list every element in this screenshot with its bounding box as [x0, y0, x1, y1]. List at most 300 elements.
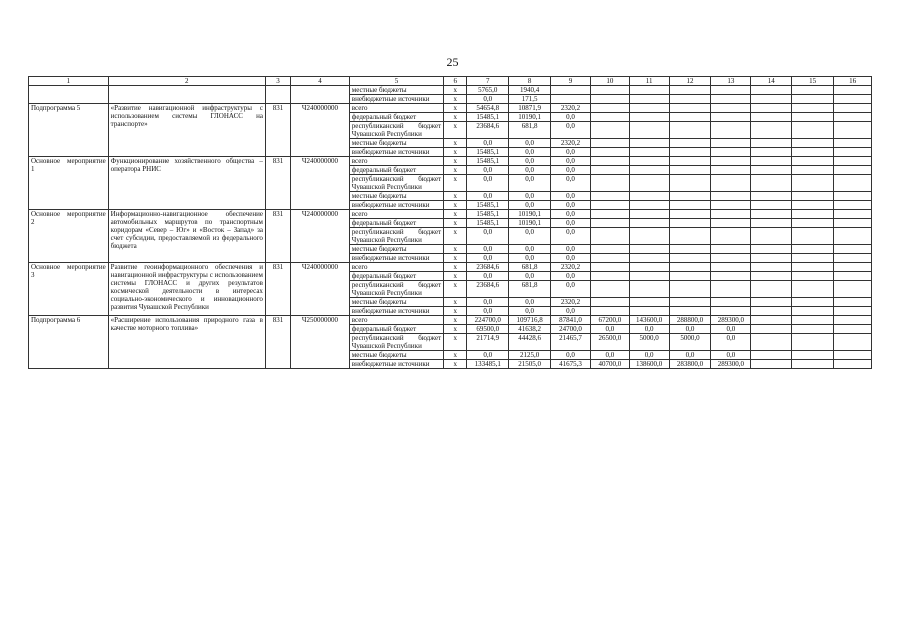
table-row	[29, 104, 872, 113]
value-cell	[751, 334, 792, 351]
value-cell	[792, 281, 834, 298]
value-cell	[751, 113, 792, 122]
value-cell: 21465,7	[551, 334, 591, 351]
row-title-cell	[108, 86, 265, 104]
value-cell	[834, 360, 872, 369]
funding-source-cell: республиканский бюджет Чувашской Республики	[349, 281, 443, 298]
value-cell: 0,0	[509, 192, 551, 201]
value-cell	[711, 148, 751, 157]
value-cell	[834, 245, 872, 254]
row-title-cell: Информационно-навигационное обеспечение автомобильных маршрутов по транспортным коридорам «Север – Юг» и «Восток – Запад» за счет субсидии, предоставляемой из федерального бюджета	[108, 210, 265, 263]
x-marker-cell: x	[444, 148, 467, 157]
value-cell	[834, 263, 872, 272]
value-cell: 0,0	[551, 281, 591, 298]
value-cell	[751, 210, 792, 219]
x-marker-cell: x	[444, 228, 467, 245]
table-row	[29, 316, 872, 325]
value-cell: 2320,2	[551, 298, 591, 307]
value-cell: 40700,0	[590, 360, 629, 369]
value-cell	[711, 219, 751, 228]
table-row	[29, 210, 872, 219]
funding-source-cell: внебюджетные источники	[349, 254, 443, 263]
value-cell: 0,0	[509, 157, 551, 166]
column-header: 10	[590, 77, 629, 86]
value-cell	[834, 210, 872, 219]
value-cell: 87841,0	[551, 316, 591, 325]
value-cell: 0,0	[509, 148, 551, 157]
column-header: 3	[265, 77, 290, 86]
value-cell: 23684,6	[467, 263, 509, 272]
value-cell: 2320,2	[551, 139, 591, 148]
value-cell	[751, 192, 792, 201]
value-cell: 0,0	[711, 351, 751, 360]
value-cell: 0,0	[669, 351, 711, 360]
value-cell	[669, 122, 711, 139]
value-cell	[711, 263, 751, 272]
row-title-cell: Развитие геоинформационного обеспечения и навигационной инфраструктуры с использованием системы ГЛОНАСС и других результатов космической деятельности в интересах социально-экономического и инновационного развития Чувашской Республики	[108, 263, 265, 316]
value-cell	[751, 201, 792, 210]
funding-source-cell: республиканский бюджет Чувашской Республики	[349, 228, 443, 245]
value-cell	[590, 263, 629, 272]
value-cell	[751, 316, 792, 325]
value-cell	[751, 166, 792, 175]
value-cell	[711, 298, 751, 307]
page-number: 25	[446, 55, 459, 69]
column-header: 5	[349, 77, 443, 86]
value-cell: 109716,8	[509, 316, 551, 325]
x-marker-cell: x	[444, 175, 467, 192]
x-marker-cell: x	[444, 113, 467, 122]
value-cell	[751, 298, 792, 307]
value-cell	[711, 113, 751, 122]
grbs-code-cell	[265, 86, 290, 104]
value-cell	[551, 95, 591, 104]
value-cell: 681,8	[509, 122, 551, 139]
x-marker-cell: x	[444, 325, 467, 334]
x-marker-cell: x	[444, 360, 467, 369]
value-cell: 23684,6	[467, 281, 509, 298]
value-cell: 0,0	[509, 254, 551, 263]
value-cell: 10190,1	[509, 219, 551, 228]
value-cell: 0,0	[467, 245, 509, 254]
value-cell	[590, 210, 629, 219]
value-cell: 0,0	[509, 307, 551, 316]
value-cell: 0,0	[551, 307, 591, 316]
x-marker-cell: x	[444, 334, 467, 351]
value-cell	[629, 201, 669, 210]
value-cell	[834, 175, 872, 192]
column-header: 12	[669, 77, 711, 86]
value-cell	[751, 351, 792, 360]
x-marker-cell: x	[444, 166, 467, 175]
value-cell: 0,0	[509, 228, 551, 245]
value-cell: 0,0	[551, 192, 591, 201]
value-cell	[792, 360, 834, 369]
x-marker-cell: x	[444, 245, 467, 254]
value-cell: 289300,0	[711, 316, 751, 325]
value-cell: 0,0	[509, 272, 551, 281]
row-title-cell: «Расширение использования природного газа в качестве моторного топлива»	[108, 316, 265, 369]
x-marker-cell: x	[444, 316, 467, 325]
funding-source-cell: внебюджетные источники	[349, 201, 443, 210]
value-cell: 15485,1	[467, 157, 509, 166]
column-header: 9	[551, 77, 591, 86]
value-cell	[629, 263, 669, 272]
funding-source-cell: местные бюджеты	[349, 139, 443, 148]
value-cell	[669, 95, 711, 104]
value-cell: 41675,3	[551, 360, 591, 369]
x-marker-cell: x	[444, 281, 467, 298]
value-cell: 283800,0	[669, 360, 711, 369]
value-cell: 143600,0	[629, 316, 669, 325]
value-cell	[629, 272, 669, 281]
value-cell	[711, 166, 751, 175]
budget-table	[28, 76, 872, 369]
value-cell: 0,0	[467, 139, 509, 148]
x-marker-cell: x	[444, 351, 467, 360]
x-marker-cell: x	[444, 219, 467, 228]
value-cell	[834, 351, 872, 360]
value-cell	[669, 201, 711, 210]
value-cell	[792, 245, 834, 254]
value-cell	[629, 219, 669, 228]
value-cell: 5000,0	[629, 334, 669, 351]
value-cell	[590, 157, 629, 166]
value-cell	[590, 298, 629, 307]
value-cell	[834, 157, 872, 166]
value-cell	[792, 219, 834, 228]
value-cell	[590, 113, 629, 122]
value-cell	[551, 86, 591, 95]
x-marker-cell: x	[444, 104, 467, 113]
value-cell	[590, 245, 629, 254]
value-cell: 0,0	[467, 166, 509, 175]
value-cell	[834, 298, 872, 307]
value-cell	[711, 201, 751, 210]
row-title-cell: Функционирование хозяйственного общества – оператора РНИС	[108, 157, 265, 210]
x-marker-cell: x	[444, 298, 467, 307]
value-cell	[590, 175, 629, 192]
value-cell	[834, 254, 872, 263]
x-marker-cell: x	[444, 201, 467, 210]
value-cell	[629, 281, 669, 298]
row-title-cell: «Развитие навигационной инфраструктуры с использованием системы ГЛОНАСС на транспорте»	[108, 104, 265, 157]
value-cell: 41638,2	[509, 325, 551, 334]
value-cell	[669, 254, 711, 263]
value-cell: 44428,6	[509, 334, 551, 351]
value-cell: 2125,0	[509, 351, 551, 360]
value-cell	[751, 360, 792, 369]
value-cell	[711, 157, 751, 166]
value-cell: 133485,1	[467, 360, 509, 369]
value-cell	[792, 325, 834, 334]
value-cell	[590, 86, 629, 95]
value-cell	[792, 210, 834, 219]
value-cell	[792, 254, 834, 263]
funding-source-cell: всего	[349, 157, 443, 166]
csr-code-cell: Ч240000000	[291, 157, 350, 210]
column-header: 7	[467, 77, 509, 86]
value-cell	[834, 281, 872, 298]
value-cell	[711, 192, 751, 201]
x-marker-cell: x	[444, 86, 467, 95]
value-cell: 54654,8	[467, 104, 509, 113]
value-cell	[792, 334, 834, 351]
value-cell	[629, 175, 669, 192]
value-cell	[590, 139, 629, 148]
value-cell	[629, 210, 669, 219]
value-cell	[669, 272, 711, 281]
value-cell	[792, 192, 834, 201]
value-cell	[834, 122, 872, 139]
value-cell	[751, 95, 792, 104]
grbs-code-cell: 831	[265, 210, 290, 263]
value-cell	[751, 104, 792, 113]
csr-code-cell: Ч240000000	[291, 104, 350, 157]
value-cell	[711, 122, 751, 139]
value-cell	[792, 157, 834, 166]
csr-code-cell	[291, 86, 350, 104]
value-cell	[590, 104, 629, 113]
column-header: 16	[834, 77, 872, 86]
value-cell	[792, 351, 834, 360]
funding-source-cell: внебюджетные источники	[349, 95, 443, 104]
value-cell: 138600,0	[629, 360, 669, 369]
value-cell	[629, 104, 669, 113]
value-cell	[669, 192, 711, 201]
funding-source-cell: федеральный бюджет	[349, 113, 443, 122]
value-cell	[792, 113, 834, 122]
funding-source-cell: всего	[349, 210, 443, 219]
value-cell	[629, 166, 669, 175]
value-cell: 0,0	[551, 254, 591, 263]
row-type-cell: Основное мероприятие 3	[29, 263, 109, 316]
value-cell	[834, 139, 872, 148]
value-cell	[792, 122, 834, 139]
value-cell: 15485,1	[467, 210, 509, 219]
x-marker-cell: x	[444, 122, 467, 139]
value-cell	[751, 325, 792, 334]
value-cell: 0,0	[467, 95, 509, 104]
x-marker-cell: x	[444, 272, 467, 281]
value-cell	[751, 148, 792, 157]
column-header: 13	[711, 77, 751, 86]
row-type-cell	[29, 86, 109, 104]
value-cell	[629, 192, 669, 201]
x-marker-cell: x	[444, 210, 467, 219]
value-cell: 67200,0	[590, 316, 629, 325]
value-cell	[751, 122, 792, 139]
value-cell: 0,0	[467, 192, 509, 201]
value-cell	[629, 254, 669, 263]
value-cell: 21505,0	[509, 360, 551, 369]
value-cell	[590, 201, 629, 210]
table-header-row	[29, 77, 872, 86]
value-cell: 0,0	[551, 210, 591, 219]
value-cell: 5000,0	[669, 334, 711, 351]
value-cell	[792, 104, 834, 113]
value-cell	[669, 307, 711, 316]
value-cell: 15485,1	[467, 201, 509, 210]
value-cell	[669, 104, 711, 113]
value-cell	[711, 175, 751, 192]
funding-source-cell: местные бюджеты	[349, 192, 443, 201]
x-marker-cell: x	[444, 307, 467, 316]
value-cell: 10190,1	[509, 113, 551, 122]
value-cell: 0,0	[509, 166, 551, 175]
funding-source-cell: внебюджетные источники	[349, 360, 443, 369]
value-cell: 0,0	[509, 139, 551, 148]
value-cell: 0,0	[551, 122, 591, 139]
value-cell	[834, 95, 872, 104]
funding-source-cell: федеральный бюджет	[349, 325, 443, 334]
value-cell: 0,0	[467, 351, 509, 360]
value-cell	[834, 113, 872, 122]
value-cell: 15485,1	[467, 148, 509, 157]
value-cell	[834, 219, 872, 228]
column-header: 14	[751, 77, 792, 86]
row-type-cell: Основное мероприятие 2	[29, 210, 109, 263]
x-marker-cell: x	[444, 263, 467, 272]
value-cell	[792, 316, 834, 325]
value-cell	[711, 307, 751, 316]
value-cell	[834, 228, 872, 245]
value-cell	[590, 219, 629, 228]
value-cell: 0,0	[467, 272, 509, 281]
row-type-cell: Подпрограмма 6	[29, 316, 109, 369]
value-cell	[669, 210, 711, 219]
value-cell	[590, 192, 629, 201]
value-cell: 5765,0	[467, 86, 509, 95]
value-cell	[792, 86, 834, 95]
value-cell	[792, 298, 834, 307]
value-cell: 171,5	[509, 95, 551, 104]
value-cell: 21714,9	[467, 334, 509, 351]
funding-source-cell: внебюджетные источники	[349, 307, 443, 316]
value-cell: 681,8	[509, 263, 551, 272]
value-cell: 0,0	[711, 325, 751, 334]
csr-code-cell: Ч250000000	[291, 316, 350, 369]
value-cell: 26500,0	[590, 334, 629, 351]
value-cell	[751, 254, 792, 263]
value-cell: 2320,2	[551, 263, 591, 272]
funding-source-cell: республиканский бюджет Чувашской Республики	[349, 175, 443, 192]
value-cell: 0,0	[551, 245, 591, 254]
value-cell	[711, 139, 751, 148]
funding-source-cell: республиканский бюджет Чувашской Республики	[349, 334, 443, 351]
value-cell	[669, 113, 711, 122]
column-header: 8	[509, 77, 551, 86]
value-cell	[711, 228, 751, 245]
funding-source-cell: внебюджетные источники	[349, 148, 443, 157]
column-header: 1	[29, 77, 109, 86]
value-cell	[751, 307, 792, 316]
value-cell	[629, 148, 669, 157]
value-cell: 0,0	[629, 351, 669, 360]
value-cell	[590, 148, 629, 157]
funding-source-cell: местные бюджеты	[349, 298, 443, 307]
value-cell	[834, 316, 872, 325]
value-cell	[834, 307, 872, 316]
value-cell	[590, 272, 629, 281]
value-cell	[792, 272, 834, 281]
value-cell	[792, 228, 834, 245]
value-cell	[669, 298, 711, 307]
funding-source-cell: федеральный бюджет	[349, 166, 443, 175]
value-cell	[751, 272, 792, 281]
column-header: 4	[291, 77, 350, 86]
value-cell	[629, 157, 669, 166]
value-cell: 0,0	[551, 228, 591, 245]
value-cell	[629, 86, 669, 95]
value-cell	[669, 166, 711, 175]
grbs-code-cell: 831	[265, 104, 290, 157]
value-cell: 0,0	[551, 157, 591, 166]
value-cell: 23684,6	[467, 122, 509, 139]
value-cell: 10190,1	[509, 210, 551, 219]
value-cell	[792, 263, 834, 272]
value-cell	[629, 139, 669, 148]
value-cell	[590, 254, 629, 263]
value-cell	[711, 272, 751, 281]
funding-source-cell: всего	[349, 104, 443, 113]
value-cell: 0,0	[669, 325, 711, 334]
value-cell: 0,0	[551, 148, 591, 157]
value-cell: 0,0	[509, 298, 551, 307]
value-cell: 0,0	[551, 175, 591, 192]
value-cell	[792, 166, 834, 175]
value-cell	[669, 157, 711, 166]
value-cell	[751, 139, 792, 148]
value-cell	[711, 245, 751, 254]
value-cell: 0,0	[551, 166, 591, 175]
value-cell	[669, 148, 711, 157]
value-cell	[834, 148, 872, 157]
value-cell	[629, 245, 669, 254]
table-row	[29, 86, 872, 95]
value-cell: 0,0	[509, 201, 551, 210]
table-row	[29, 263, 872, 272]
value-cell: 289300,0	[711, 360, 751, 369]
value-cell	[751, 245, 792, 254]
value-cell	[669, 228, 711, 245]
value-cell: 1940,4	[509, 86, 551, 95]
value-cell	[669, 86, 711, 95]
value-cell	[834, 166, 872, 175]
funding-source-cell: республиканский бюджет Чувашской Республики	[349, 122, 443, 139]
value-cell	[669, 139, 711, 148]
value-cell	[834, 272, 872, 281]
grbs-code-cell: 831	[265, 157, 290, 210]
value-cell: 0,0	[590, 325, 629, 334]
column-header: 6	[444, 77, 467, 86]
value-cell: 24700,0	[551, 325, 591, 334]
x-marker-cell: x	[444, 192, 467, 201]
value-cell	[711, 210, 751, 219]
value-cell: 0,0	[551, 351, 591, 360]
value-cell	[669, 263, 711, 272]
value-cell	[834, 201, 872, 210]
value-cell: 0,0	[467, 307, 509, 316]
value-cell	[629, 122, 669, 139]
value-cell	[792, 95, 834, 104]
grbs-code-cell: 831	[265, 316, 290, 369]
value-cell: 0,0	[551, 113, 591, 122]
value-cell	[590, 95, 629, 104]
value-cell	[669, 219, 711, 228]
column-header: 11	[629, 77, 669, 86]
value-cell	[751, 263, 792, 272]
